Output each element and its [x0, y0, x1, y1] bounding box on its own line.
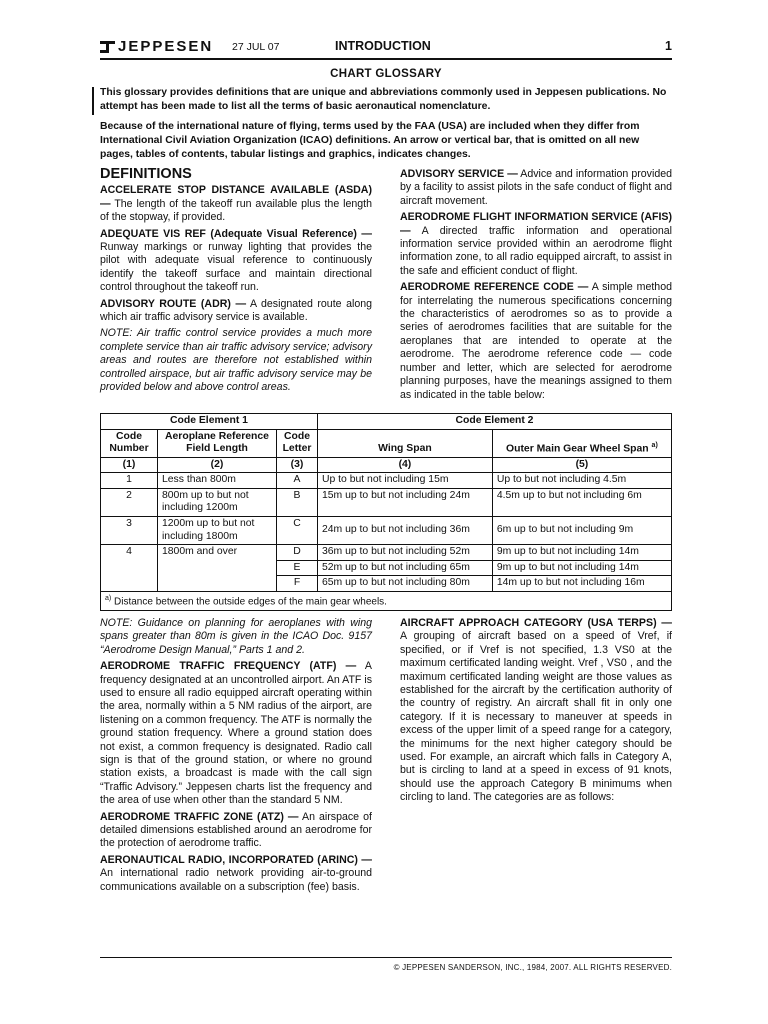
change-bar	[92, 87, 94, 115]
code-letter-cell: F	[277, 576, 318, 592]
definition-entry	[400, 168, 672, 208]
document-page	[100, 36, 672, 897]
copyright-notice: © JEPPESEN SANDERSON, INC., 1984, 2007. ALL RIGHTS RESERVED.	[393, 963, 672, 972]
page-header	[100, 36, 672, 60]
page-footer	[100, 957, 672, 972]
footnote-mark: a)	[105, 595, 112, 603]
table-column-header: Code Letter	[277, 429, 318, 457]
table-column-header	[492, 429, 671, 457]
definition-text: A simple method for interrelating the numerous specifications concerning the characteristics of aerodromes so as to provide a series of aerodromes facilities that are suitable for the aeroplanes that are intended to operate at the aerodrome. The aerodrome reference code — code number and letter, which are selected for aerodrome planning purposes, have the meanings assigned to them as indicated in the table below:	[400, 281, 672, 401]
bottom-columns	[100, 617, 672, 897]
gear-span-cell: 9m up to but not including 14m	[492, 560, 671, 576]
code-number-cell: 1	[101, 473, 158, 489]
definition-text: The length of the takeoff run available plus the length of the stopway, if provided.	[100, 197, 372, 224]
wing-span-cell: 15m up to but not including 24m	[318, 488, 493, 516]
code-letter-cell: C	[277, 517, 318, 545]
definition-term: AIRCRAFT APPROACH CATEGORY (USA TERPS) —	[400, 616, 672, 629]
definition-text: A frequency designated at an uncontrolled airport. An ATF is used to ensure all radio equipped aircraft operating within the area, normally within a 5 NM radius of the airport, are listening on a common frequency. The ATF is normally the ground station frequency. Where a ground station does not exist, a common frequency is designated. Radio call sign is that of the ground station, or where no ground station exists, a broadcast is made with the call sign “Traffic Advisory.” Jeppesen charts list the frequency and the area of use when other than the standard 5 NM.	[100, 660, 372, 807]
code-letter-cell: E	[277, 560, 318, 576]
definitions-heading: DEFINITIONS	[100, 166, 192, 182]
gear-span-cell: 4.5m up to but not including 6m	[492, 488, 671, 516]
definition-text: Advice and information provided by a facility to assist pilots in the safe conduct of flight and aircraft movement.	[400, 168, 672, 207]
definition-term: ADVISORY ROUTE (ADR) —	[100, 297, 247, 310]
definition-text: A designated route along which air traffic advisory service is available.	[100, 297, 372, 324]
definition-text: An international radio network providing air-to-ground communications available on a subscription (fee) basis.	[100, 867, 372, 893]
definition-term: AERODROME FLIGHT INFORMATION SERVICE (AFIS) —	[400, 211, 672, 237]
page-number: 1	[665, 39, 672, 53]
wing-span-cell: 65m up to but not including 80m	[318, 576, 493, 592]
code-letter-cell: A	[277, 473, 318, 489]
column-index: (4)	[318, 457, 493, 473]
table-column-header: Aeroplane Reference Field Length	[158, 429, 277, 457]
code-letter-cell: D	[277, 545, 318, 561]
intro-paragraph: This glossary provides definitions that are unique and abbreviations commonly used in Jeppesen publications. No attempt has been made to list all the terms of basic aeronautical nomenclature.	[100, 87, 667, 112]
jeppesen-logo	[100, 38, 213, 55]
code-letter-cell: B	[277, 488, 318, 516]
definition-entry	[100, 298, 372, 325]
field-length-cell: 1200m up to but not including 1800m	[158, 517, 277, 545]
field-length-cell: 1800m and over	[158, 545, 277, 592]
definition-term: AERODROME REFERENCE CODE —	[400, 281, 589, 294]
column-index: (1)	[101, 457, 158, 473]
column-index: (3)	[277, 457, 318, 473]
wing-span-cell: Up to but not including 15m	[318, 473, 493, 489]
gear-span-cell: Up to but not including 4.5m	[492, 473, 671, 489]
definition-term: ADEQUATE VIS REF (Adequate Visual Reference) —	[100, 227, 372, 240]
table-row	[101, 473, 672, 489]
definition-text: A grouping of aircraft based on a speed of Vref, if specified, or if Vref is not specified, 1.3 VS0 at the maximum certificated landing weight. Vref , VS0 , and the maximum certificated landing weight are those values as established for the aircraft by the certification authority of the country of registry. An aircraft shall fit in only one category. If it is necessary to maneuver at speeds in excess of the upper limit of a speed range for a category, the minimums for the next higher category should be used. For example, an aircraft which falls in Category A, but is circling to land at a speed in excess of 91 knots, should use the approach Category B minimums when circling to land. The categories are as follows:	[400, 630, 672, 804]
section-title: INTRODUCTION	[335, 39, 431, 53]
brand-name: JEPPESEN	[118, 38, 214, 55]
definition-term: AERODROME TRAFFIC ZONE (ATZ) —	[100, 810, 299, 823]
table-group-header: Code Element 2	[318, 413, 672, 429]
table-group-header: Code Element 1	[101, 413, 318, 429]
definition-entry	[100, 184, 372, 224]
intro	[100, 86, 672, 162]
definition-entry	[100, 228, 372, 295]
right-column	[400, 168, 672, 405]
code-number-cell: 2	[101, 488, 158, 516]
definition-text: An airspace of detailed dimensions established around an aerodrome for the protection of aerodrome traffic.	[100, 810, 372, 850]
wing-span-cell: 52m up to but not including 65m	[318, 560, 493, 576]
code-number-cell: 3	[101, 517, 158, 545]
definition-entry	[400, 617, 672, 805]
footnote-text: Distance between the outside edges of the main gear wheels.	[111, 596, 387, 608]
definition-entry	[400, 281, 672, 402]
gear-span-cell: 14m up to but not including 16m	[492, 576, 671, 592]
table-row	[101, 488, 672, 516]
glossary-title: CHART GLOSSARY	[330, 68, 442, 80]
definition-note: NOTE: Guidance on planning for aeroplanes with wing spans greater than 80m is given in the ICAO Doc. 9157 “Aerodrome Design Manual,” Parts 1 and 2.	[100, 616, 372, 656]
gear-span-cell: 6m up to but not including 9m	[492, 517, 671, 545]
field-length-cell: Less than 800m	[158, 473, 277, 489]
definition-term: ADVISORY SERVICE —	[400, 168, 518, 180]
definition-entry	[400, 211, 672, 278]
left-column	[100, 617, 372, 897]
gear-span-label: Outer Main Gear Wheel Span	[506, 443, 649, 455]
definition-term: ACCELERATE STOP DISTANCE AVAILABLE (ASDA) —	[100, 184, 372, 210]
definition-term: AERONAUTICAL RADIO, INCORPORATED (ARINC) —	[100, 853, 372, 866]
wing-span-cell: 36m up to but not including 52m	[318, 545, 493, 561]
jeppesen-logo-icon	[100, 41, 115, 53]
table-column-header: Wing Span	[318, 429, 493, 457]
reference-code-table	[100, 413, 672, 611]
top-columns	[100, 168, 672, 405]
code-number-cell: 4	[101, 545, 158, 592]
footnote-ref: a)	[651, 441, 658, 449]
revision-date: 27 JUL 07	[232, 41, 280, 53]
column-index: (5)	[492, 457, 671, 473]
column-index: (2)	[158, 457, 277, 473]
wing-span-cell: 24m up to but not including 36m	[318, 517, 493, 545]
definition-entry	[100, 660, 372, 807]
left-column	[100, 168, 372, 405]
definition-note: NOTE: Air traffic control service provides a much more complete service than air traffic advisory service; advisory areas and routes are therefore not established within controlled airspace, but air traffic advisory service may be provided below and above control areas.	[100, 327, 372, 394]
right-column	[400, 617, 672, 897]
table-footnote	[101, 592, 672, 611]
intro-paragraph: Because of the international nature of flying, terms used by the FAA (USA) are included when they differ from International Civil Aviation Organization (ICAO) definitions. An arrow or vertical bar, that is omitted on all new pages, tables of contents, tabular listings and graphics, indicates changes.	[100, 121, 640, 160]
definition-text: Runway markings or runway lighting that provides the pilot with adequate visual reference to continuously identify the takeoff surface and maintain directional control throughout the takeoff run.	[100, 241, 372, 294]
definition-entry	[100, 811, 372, 851]
field-length-cell: 800m up to but not including 1200m	[158, 488, 277, 516]
definition-term: AERODROME TRAFFIC FREQUENCY (ATF) —	[100, 660, 357, 673]
gear-span-cell: 9m up to but not including 14m	[492, 545, 671, 561]
definition-entry	[100, 854, 372, 894]
table-column-header: Code Number	[101, 429, 158, 457]
table-row	[101, 517, 672, 545]
table-row	[101, 545, 672, 561]
definition-text: A directed traffic information and operational information service provided within an aerodrome flight information zone, to all radio equipped aircraft, to assist in the safe and efficient conduct of flight.	[400, 224, 672, 277]
